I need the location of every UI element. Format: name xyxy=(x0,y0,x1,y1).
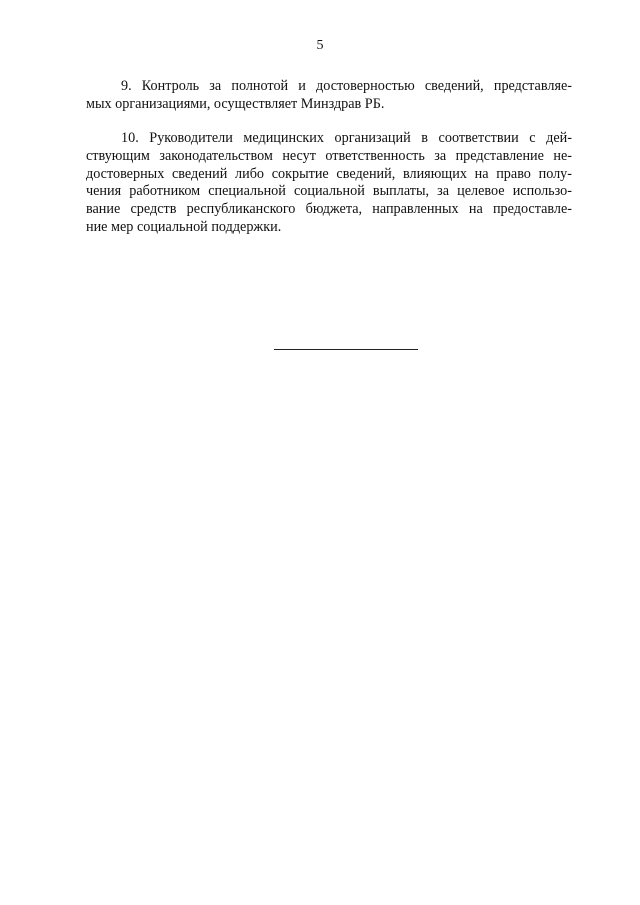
paragraph-9 xyxy=(86,78,572,114)
text-line: ние мер социальной поддержки. xyxy=(86,218,282,235)
text-line: мых организациями, осуществляет Минздрав РБ. xyxy=(86,95,385,112)
page-number: 5 xyxy=(316,38,324,53)
text-line: достоверных сведений либо сокрытие сведений, влияющих на право полу- xyxy=(86,165,572,182)
text-line: 10. Руководители медицинских организаций в соответствии с дей- xyxy=(121,130,572,146)
text-line: вание средств республиканского бюджета, направленных на предоставле- xyxy=(86,201,572,218)
text-line: ствующим законодательством несут ответственность за представление не- xyxy=(86,147,572,164)
text-line: 9. Контроль за полнотой и достоверностью сведений, представляе- xyxy=(121,78,572,94)
end-separator-line xyxy=(274,349,418,350)
paragraph-10 xyxy=(86,130,572,237)
text-line: чения работником специальной социальной выплаты, за целевое использо- xyxy=(86,183,572,200)
